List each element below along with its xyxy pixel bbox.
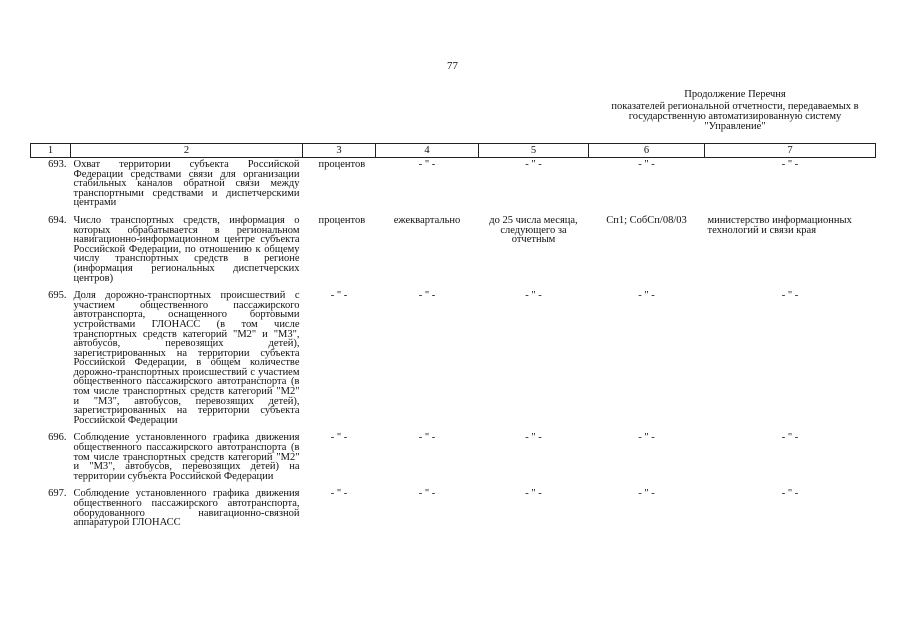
continuation-subtitle: показателей региональной отчетности, передаваемых в государственную автоматизированную систему "Управление": [611, 101, 859, 132]
indicator-name: Охват территории субъекта Российской Федерации средствами связи для организации стабильных каналов обратной связи между транспортными средствами и диспетчерскими центрами: [73, 159, 300, 209]
table-row: [31, 289, 876, 431]
unit-cell: - " -: [330, 432, 348, 444]
deadline-cell: до 25 числа месяца, следующего за отчетным: [489, 214, 578, 246]
table-row: [31, 214, 876, 289]
indicator-name: Доля дорожно-транспортных происшествий с участием общественного пассажирского автотранспорта, оснащенного бортовыми устройствами ГЛОНАСС (в том числе транспортных средств категорий "М2" и "М3", автобусов, перевозящих детей), зарегистрированных на территории субъекта Российской Федерации, в общем количестве дорожно-транспортных происшествий с участием общественного пассажирского автотранспорта (в том числе транспортных средств категорий "М2" и "М3", автобусов, перевозящих детей), зарегистрированных на территории субъекта Российской Федерации: [73, 290, 300, 426]
periodicity-cell: - " -: [418, 290, 436, 302]
table-row: [31, 431, 876, 487]
column-header: 1: [31, 144, 71, 158]
row-number: 695.: [48, 290, 67, 302]
form-cell: Сп1; СобСп/08/03: [606, 214, 687, 226]
row-number: 694.: [48, 214, 67, 226]
unit-cell: процентов: [318, 214, 366, 226]
form-cell: - " -: [638, 432, 655, 444]
indicators-table: [30, 143, 876, 534]
table-row: [31, 487, 876, 533]
unit-cell: - " -: [330, 488, 348, 500]
indicator-name: Соблюдение установленного графика движения общественного пассажирского автотранспорта (в том числе транспортных средств категорий "М2" и "М3", автобусов, перевозящих детей) на территории субъекта Российской Федерации: [73, 432, 300, 482]
column-header: 4: [376, 144, 479, 158]
form-cell: - " -: [638, 159, 655, 170]
continuation-heading: [605, 90, 865, 132]
column-header: 7: [705, 144, 876, 158]
page-number: 77: [447, 60, 458, 72]
responsible-cell: - " -: [781, 159, 799, 170]
column-header: 6: [589, 144, 705, 158]
responsible-cell: - " -: [781, 290, 799, 302]
table-header: [31, 144, 876, 158]
periodicity-cell: ежеквартально: [393, 214, 461, 226]
unit-cell: - " -: [330, 290, 348, 302]
periodicity-cell: - " -: [418, 432, 436, 444]
form-cell: - " -: [638, 290, 655, 302]
unit-cell: процентов: [318, 159, 366, 170]
row-number: 696.: [48, 432, 67, 444]
column-header: 5: [479, 144, 589, 158]
column-header: 3: [303, 144, 376, 158]
responsible-cell: - " -: [781, 432, 799, 444]
row-number: 697.: [48, 488, 67, 500]
deadline-cell: - " -: [525, 290, 542, 302]
form-cell: - " -: [638, 488, 655, 500]
deadline-cell: - " -: [525, 432, 542, 444]
column-header: 2: [71, 144, 303, 158]
responsible-cell: - " -: [781, 488, 799, 500]
table-row: [31, 158, 876, 214]
indicator-name: Соблюдение установленного графика движения общественного пассажирского автотранспорта, оборудованного навигационно-связной аппаратурой ГЛОНАСС: [73, 488, 300, 529]
continuation-title: Продолжение Перечня: [684, 89, 786, 100]
row-number: 693.: [48, 159, 67, 170]
indicator-name: Число транспортных средств, информация о которых обрабатывается в региональном навигационно-информационном центре субъекта Российской Федерации, по отношению к общему числу транспортных средств в регионе (информация региональных диспетчерских центров): [73, 214, 300, 284]
deadline-cell: - " -: [525, 488, 542, 500]
responsible-cell: министерство информационных технологий и связи края: [707, 214, 852, 236]
periodicity-cell: - " -: [418, 488, 436, 500]
periodicity-cell: - " -: [418, 159, 436, 170]
deadline-cell: - " -: [525, 159, 542, 170]
